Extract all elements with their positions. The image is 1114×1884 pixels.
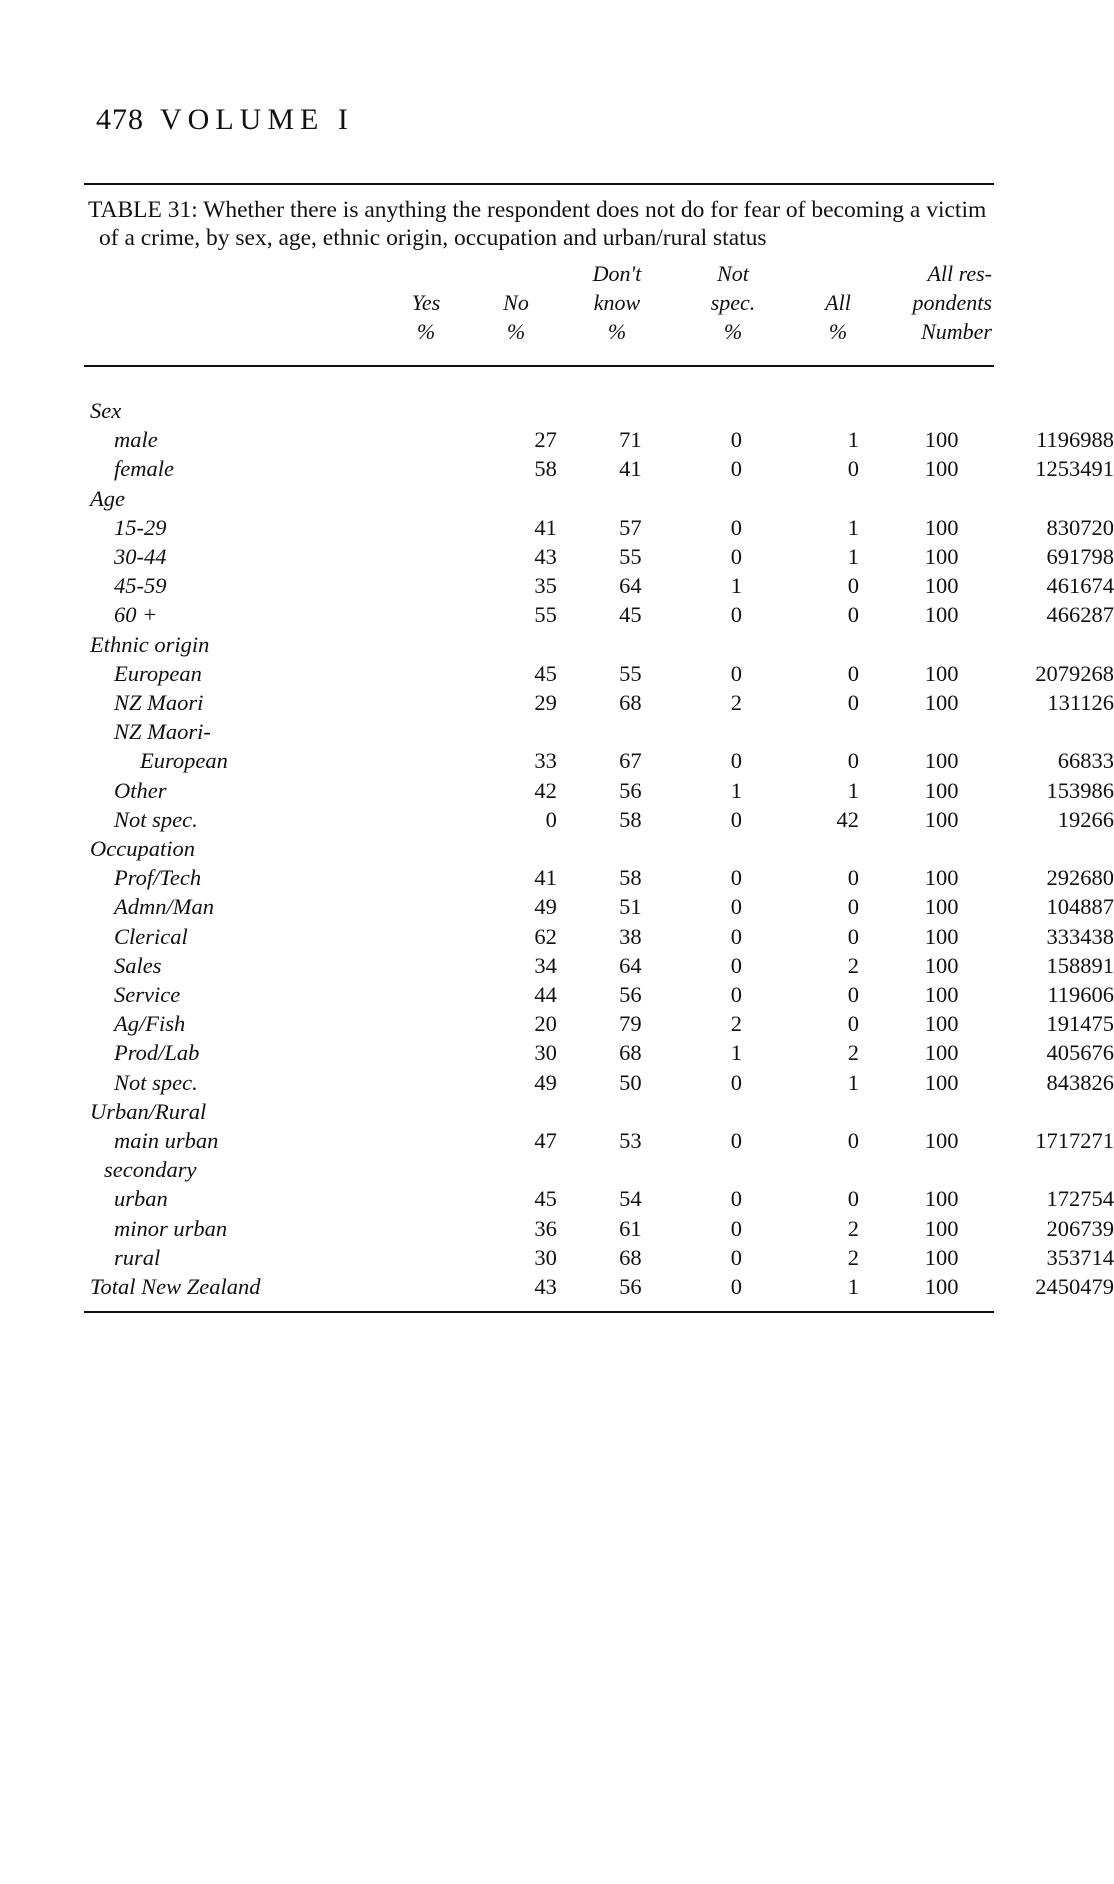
cell-ns: 0	[847, 865, 860, 891]
col-head-respondents: All res- pondents Number	[912, 261, 992, 344]
cell-yes: 45	[534, 660, 557, 686]
cell-dk: 0	[730, 660, 743, 686]
cell-ns: 0	[847, 982, 860, 1008]
cell-no	[557, 1155, 642, 1184]
cell-ns: 0	[847, 456, 860, 482]
cell-n: 2079268	[1035, 660, 1114, 686]
cell-yes: 36	[534, 1215, 557, 1241]
row-label: Admn/Man	[114, 894, 214, 920]
page-header	[96, 103, 354, 137]
cell-yes: 27	[534, 427, 557, 453]
cell-dk: 0	[730, 544, 743, 570]
cell-all: 100	[924, 573, 959, 599]
row-label: NZ Maori	[114, 690, 204, 716]
cell-ns: 0	[847, 573, 860, 599]
row-label: 15-29	[114, 514, 167, 540]
row-label: European	[140, 748, 228, 774]
cell-yes: 42	[534, 777, 557, 803]
row-label: Ag/Fish	[114, 1011, 186, 1037]
cell-yes: 47	[534, 1128, 557, 1154]
cell-yes	[426, 1155, 557, 1184]
cell-all: 100	[924, 952, 959, 978]
cell-ns: 2	[847, 1040, 860, 1066]
cell-dk: 0	[730, 894, 743, 920]
cell-all: 100	[924, 660, 959, 686]
cell-all: 100	[924, 1186, 959, 1212]
cell-no	[557, 1097, 642, 1126]
table-row	[88, 776, 1114, 805]
table-row	[88, 805, 1114, 834]
cell-ns	[742, 834, 859, 863]
cell-yes: 49	[534, 1069, 557, 1095]
cell-n: 333438	[1046, 923, 1114, 949]
row-label: Prof/Tech	[114, 865, 202, 891]
cell-all: 100	[924, 544, 959, 570]
cell-yes: 30	[534, 1040, 557, 1066]
cell-n	[958, 1097, 1114, 1126]
row-label: Ethnic origin	[90, 631, 210, 657]
row-label: NZ Maori-	[114, 719, 211, 745]
table-row	[88, 425, 1114, 454]
cell-yes: 34	[534, 952, 557, 978]
cell-dk	[642, 396, 742, 425]
cell-ns	[742, 1097, 859, 1126]
cell-yes: 45	[534, 1186, 557, 1212]
table-row	[88, 980, 1114, 1009]
cell-no: 56	[619, 982, 642, 1008]
cell-n	[958, 1155, 1114, 1184]
table-row	[88, 892, 1114, 921]
cell-no: 56	[619, 777, 642, 803]
table-row	[88, 513, 1114, 542]
cell-dk	[642, 1155, 742, 1184]
row-label: secondary	[104, 1157, 197, 1183]
row-label: European	[114, 660, 202, 686]
cell-all: 100	[924, 923, 959, 949]
cell-no	[557, 834, 642, 863]
cell-yes: 49	[534, 894, 557, 920]
cell-yes	[426, 717, 557, 746]
cell-ns: 0	[847, 660, 860, 686]
cell-no: 57	[619, 514, 642, 540]
cell-dk: 2	[730, 1011, 743, 1037]
table-group-row	[88, 484, 1114, 513]
col-head-yes: Yes %	[411, 290, 441, 344]
cell-dk: 1	[730, 573, 743, 599]
cell-dk: 0	[730, 514, 743, 540]
table-group-row	[88, 1155, 1114, 1184]
cell-no: 53	[619, 1128, 642, 1154]
cell-n: 19266	[1057, 806, 1114, 832]
table-caption: TABLE 31: Whether there is anything the respondent does not do for fear of becoming a victim of a crime, by sex, age, ethnic origin, occupation and urban/rural status	[88, 197, 987, 251]
cell-dk: 1	[730, 777, 743, 803]
table-row	[88, 600, 1114, 629]
cell-dk: 0	[730, 806, 743, 832]
data-table	[88, 396, 1114, 1301]
row-label: male	[114, 427, 158, 453]
table-group-row	[88, 630, 1114, 659]
cell-n: 1253491	[1035, 456, 1114, 482]
cell-no: 67	[619, 748, 642, 774]
cell-all	[859, 630, 958, 659]
cell-no: 55	[619, 544, 642, 570]
table-row	[88, 1068, 1114, 1097]
cell-all: 100	[924, 427, 959, 453]
cell-no: 58	[619, 865, 642, 891]
cell-yes	[426, 396, 557, 425]
cell-dk: 0	[730, 1244, 743, 1270]
top-rule	[84, 183, 994, 185]
cell-n	[958, 630, 1114, 659]
cell-yes: 44	[534, 982, 557, 1008]
table-row	[88, 1126, 1114, 1155]
cell-dk: 2	[730, 690, 743, 716]
cell-all: 100	[924, 806, 959, 832]
cell-dk: 0	[730, 748, 743, 774]
table-group-row	[88, 396, 1114, 425]
cell-yes	[426, 834, 557, 863]
cell-ns: 0	[847, 748, 860, 774]
cell-no: 68	[619, 690, 642, 716]
row-label: Not spec.	[114, 806, 198, 832]
cell-dk: 0	[730, 1215, 743, 1241]
row-label: main urban	[114, 1128, 219, 1154]
cell-no: 64	[619, 952, 642, 978]
table-group-row	[88, 834, 1114, 863]
cell-all: 100	[924, 1040, 959, 1066]
cell-yes: 58	[534, 456, 557, 482]
cell-n: 292680	[1046, 865, 1114, 891]
cell-n: 691798	[1046, 544, 1114, 570]
cell-ns: 1	[847, 427, 860, 453]
cell-yes: 35	[534, 573, 557, 599]
cell-yes: 30	[534, 1244, 557, 1270]
table-row	[88, 1243, 1114, 1272]
cell-no: 68	[619, 1040, 642, 1066]
cell-n: 191475	[1046, 1011, 1114, 1037]
table-row	[88, 863, 1114, 892]
cell-all: 100	[924, 1215, 959, 1241]
cell-ns: 1	[847, 1069, 860, 1095]
cell-all: 100	[924, 865, 959, 891]
row-label: 60 +	[114, 602, 158, 628]
cell-n: 172754	[1046, 1186, 1114, 1212]
cell-no	[557, 396, 642, 425]
row-label: 45-59	[114, 573, 167, 599]
cell-n: 1196988	[1036, 427, 1114, 453]
cell-ns: 2	[847, 952, 860, 978]
cell-all: 100	[924, 1244, 959, 1270]
cell-all	[859, 717, 958, 746]
cell-ns: 1	[847, 1274, 860, 1300]
row-label: Not spec.	[114, 1069, 198, 1095]
row-label: rural	[114, 1244, 161, 1270]
cell-no	[557, 717, 642, 746]
cell-no: 64	[619, 573, 642, 599]
cell-n: 466287	[1046, 602, 1114, 628]
cell-ns: 0	[847, 1011, 860, 1037]
cell-dk: 0	[730, 1274, 743, 1300]
cell-yes	[426, 1097, 557, 1126]
cell-n: 830720	[1046, 514, 1114, 540]
cell-n: 843826	[1046, 1069, 1114, 1095]
table-row	[88, 542, 1114, 571]
cell-no: 56	[619, 1274, 642, 1300]
cell-all: 100	[924, 748, 959, 774]
cell-n: 104887	[1046, 894, 1114, 920]
cell-n	[958, 484, 1114, 513]
cell-yes: 33	[534, 748, 557, 774]
cell-ns: 1	[847, 544, 860, 570]
table-row	[88, 1272, 1114, 1301]
cell-n: 119606	[1047, 982, 1114, 1008]
header-rule	[84, 365, 994, 367]
table-row	[88, 659, 1114, 688]
cell-yes: 0	[545, 806, 557, 832]
cell-all: 100	[924, 777, 959, 803]
cell-all: 100	[924, 1069, 959, 1095]
cell-no: 79	[619, 1011, 642, 1037]
running-title: VOLUME I	[160, 103, 354, 136]
table-row	[88, 1009, 1114, 1038]
cell-ns: 0	[847, 1128, 860, 1154]
cell-dk: 0	[730, 952, 743, 978]
row-label: Prod/Lab	[114, 1040, 200, 1066]
row-label: Sales	[114, 952, 162, 978]
cell-all	[859, 396, 958, 425]
cell-n: 2450479	[1035, 1274, 1114, 1300]
cell-no: 38	[619, 923, 642, 949]
row-label: 30-44	[114, 544, 167, 570]
cell-all: 100	[924, 690, 959, 716]
cell-no: 41	[619, 456, 642, 482]
cell-n	[958, 396, 1114, 425]
cell-yes: 55	[534, 602, 557, 628]
cell-ns: 0	[847, 923, 860, 949]
cell-ns: 0	[847, 1186, 860, 1212]
cell-yes	[426, 630, 557, 659]
cell-n: 1717271	[1035, 1128, 1114, 1154]
cell-yes: 43	[534, 1274, 557, 1300]
cell-n: 66833	[1057, 748, 1114, 774]
cell-dk: 0	[730, 1128, 743, 1154]
table-row	[88, 571, 1114, 600]
row-label: Other	[114, 777, 167, 803]
cell-no: 51	[619, 894, 642, 920]
row-label: Clerical	[114, 923, 188, 949]
cell-yes: 20	[534, 1011, 557, 1037]
bottom-rule	[84, 1311, 994, 1313]
row-label: Total New Zealand	[90, 1274, 261, 1300]
cell-dk	[642, 1097, 742, 1126]
cell-ns	[742, 630, 859, 659]
cell-all: 100	[924, 602, 959, 628]
cell-n: 206739	[1046, 1215, 1114, 1241]
cell-dk: 0	[730, 1186, 743, 1212]
cell-yes	[426, 484, 557, 513]
cell-no	[557, 484, 642, 513]
row-label: Sex	[90, 398, 122, 423]
cell-no: 71	[619, 427, 642, 453]
cell-dk: 0	[730, 427, 743, 453]
cell-no: 61	[619, 1215, 642, 1241]
cell-ns: 0	[847, 894, 860, 920]
cell-ns: 2	[847, 1215, 860, 1241]
cell-ns	[742, 484, 859, 513]
cell-n	[958, 834, 1114, 863]
table-group-row	[88, 1097, 1114, 1126]
row-label: Age	[90, 485, 125, 511]
cell-n	[958, 717, 1114, 746]
page-number: 478	[96, 103, 144, 136]
cell-ns	[742, 396, 859, 425]
col-head-dont-know: Don't know %	[592, 261, 642, 344]
table-row	[88, 454, 1114, 483]
cell-yes: 62	[534, 923, 557, 949]
cell-n: 461674	[1046, 573, 1114, 599]
table-row	[88, 1038, 1114, 1067]
cell-dk: 0	[730, 982, 743, 1008]
cell-dk: 0	[730, 1069, 743, 1095]
cell-ns: 0	[847, 602, 860, 628]
col-head-no: No %	[503, 290, 529, 344]
col-head-all: All %	[825, 290, 851, 344]
cell-ns	[742, 1155, 859, 1184]
cell-ns: 42	[836, 806, 860, 832]
row-label: Urban/Rural	[90, 1098, 207, 1124]
cell-no: 58	[619, 806, 642, 832]
cell-ns: 0	[847, 690, 860, 716]
cell-n: 353714	[1046, 1244, 1114, 1270]
cell-yes: 41	[534, 514, 557, 540]
row-label: minor urban	[114, 1215, 228, 1241]
table-group-row	[88, 717, 1114, 746]
cell-no: 54	[619, 1186, 642, 1212]
table-row	[88, 1214, 1114, 1243]
cell-all: 100	[924, 1011, 959, 1037]
cell-dk	[642, 834, 742, 863]
cell-all: 100	[924, 1274, 959, 1300]
cell-all: 100	[924, 1128, 959, 1154]
row-label: Occupation	[90, 836, 195, 862]
cell-ns	[742, 717, 859, 746]
cell-no: 55	[619, 660, 642, 686]
cell-yes: 43	[534, 544, 557, 570]
cell-dk	[642, 484, 742, 513]
table-row	[88, 1184, 1114, 1213]
row-label: urban	[114, 1186, 168, 1212]
col-head-not-spec: Not spec. %	[710, 261, 756, 344]
row-label: Service	[114, 982, 181, 1008]
cell-dk: 0	[730, 602, 743, 628]
cell-n: 131126	[1047, 690, 1114, 716]
table-row	[88, 688, 1114, 717]
cell-dk: 0	[730, 923, 743, 949]
cell-dk	[642, 630, 742, 659]
cell-dk: 1	[730, 1040, 743, 1066]
cell-all: 100	[924, 982, 959, 1008]
table-row	[88, 922, 1114, 951]
cell-yes: 41	[534, 865, 557, 891]
cell-all: 100	[924, 456, 959, 482]
cell-all	[859, 1155, 958, 1184]
cell-dk: 0	[730, 865, 743, 891]
cell-no	[557, 630, 642, 659]
table-body	[88, 396, 1114, 1301]
cell-dk	[642, 717, 742, 746]
cell-no: 45	[619, 602, 642, 628]
table-row	[88, 746, 1114, 775]
cell-n: 153986	[1046, 777, 1114, 803]
cell-all	[859, 834, 958, 863]
cell-no: 50	[619, 1069, 642, 1095]
cell-ns: 1	[847, 514, 860, 540]
table-row	[88, 951, 1114, 980]
cell-no: 68	[619, 1244, 642, 1270]
row-label: female	[114, 456, 174, 482]
cell-n: 405676	[1046, 1040, 1114, 1066]
cell-ns: 2	[847, 1244, 860, 1270]
cell-all	[859, 484, 958, 513]
cell-all	[859, 1097, 958, 1126]
cell-all: 100	[924, 894, 959, 920]
cell-dk: 0	[730, 456, 743, 482]
cell-all: 100	[924, 514, 959, 540]
cell-n: 158891	[1046, 952, 1114, 978]
cell-yes: 29	[534, 690, 557, 716]
cell-ns: 1	[847, 777, 860, 803]
